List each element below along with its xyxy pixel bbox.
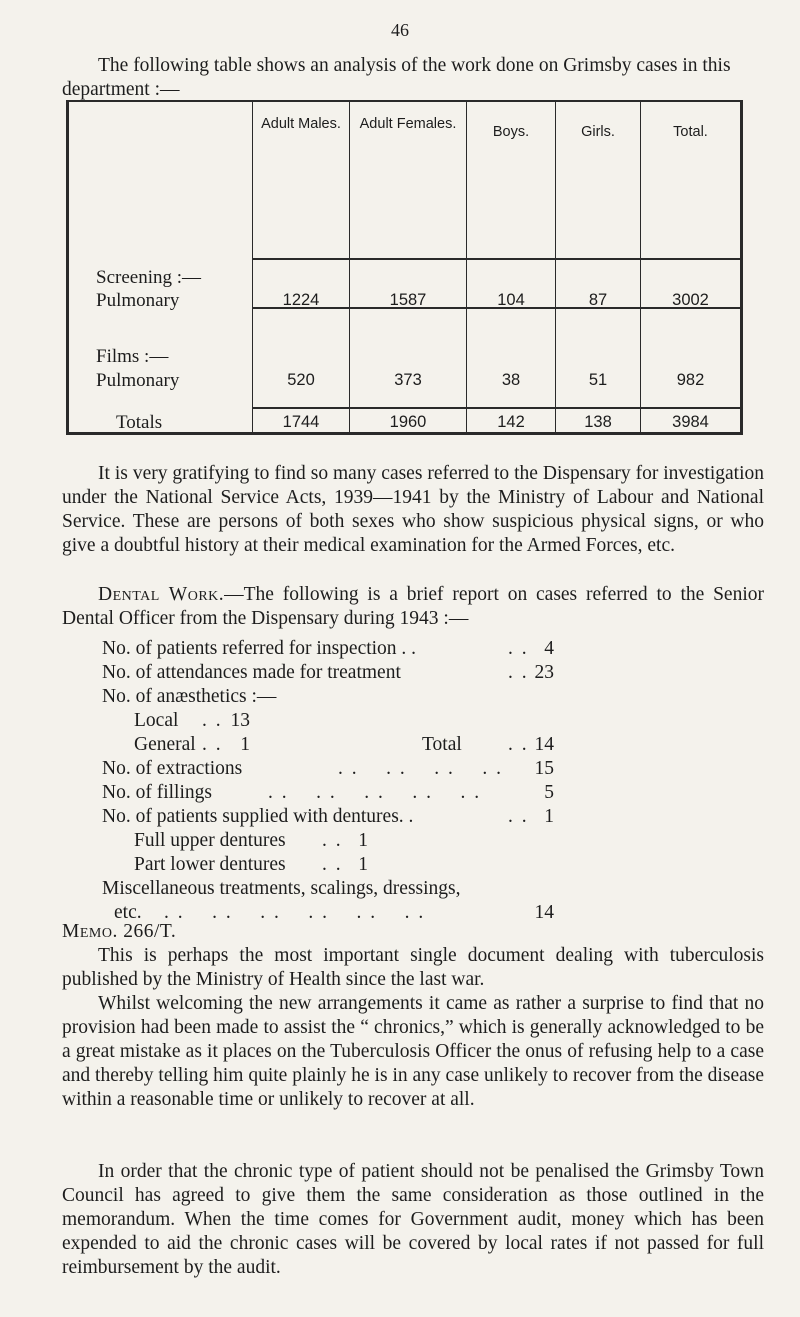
memo-paragraph-2: Whilst welcoming the new arrangements it came as rather a surprise to find that no provision had been made to assist the “ chronics,” which is generally acknowledged to be a great mistake as it places on the Tuberculosis Officer the onus of refusing help to a case and thereby telling him quite plainly he is in any case unlikely to recover from the disease within a reasonable time or unlikely to recover at all. — [62, 993, 764, 1110]
value-dentures: 1 — [544, 806, 554, 827]
dental-work-paragraph — [62, 583, 764, 631]
intro-paragraph: The following table shows an analysis of the work done on Grimsby cases in this department :— — [62, 55, 731, 100]
dental-intro: —The following is a brief report on cases referred to the Senior Dental Officer from the Dispensary during 1943 :— — [62, 584, 764, 629]
cell-films-males: 520 — [287, 371, 315, 389]
cell-totals-boys: 142 — [497, 413, 525, 431]
value-total: 14 — [534, 734, 554, 755]
cell-totals-females: 1960 — [389, 413, 427, 431]
col-adult-females: Adult Females. — [359, 116, 457, 132]
dots: . . . . . . . . . . — [268, 782, 482, 803]
screening-table — [66, 100, 743, 434]
value-misc: 14 — [534, 902, 554, 923]
dots: . . — [322, 830, 343, 851]
cell-films-females: 373 — [394, 371, 422, 389]
dental-heading: Dental Work. — [98, 584, 225, 605]
cell-screening-total: 3002 — [672, 291, 709, 309]
dots: . . — [508, 638, 529, 659]
row-sublabel-screening: Pulmonary — [96, 290, 180, 311]
row-label-films: Films :— — [96, 346, 169, 367]
cell-totals-total: 3984 — [672, 413, 709, 431]
list-item-anaesthetics: No. of anæsthetics :— — [102, 686, 277, 707]
cell-totals-males: 1744 — [282, 413, 320, 431]
col-girls: Girls. — [581, 124, 615, 140]
value-general: 1 — [240, 734, 250, 755]
dots: . . . . . . . . — [338, 758, 503, 779]
dots: . . — [508, 662, 529, 683]
list-item-part-lower: Part lower dentures — [134, 854, 286, 875]
cell-screening-males: 1224 — [282, 291, 320, 309]
value-extractions: 15 — [534, 758, 554, 779]
list-item-general: General — [134, 734, 196, 755]
value-full-upper: 1 — [358, 830, 368, 851]
list-item-misc: Miscellaneous treatments, scalings, dressings, — [102, 878, 461, 899]
list-item-dentures: No. of patients supplied with dentures. . — [102, 806, 414, 827]
cell-totals-girls: 138 — [584, 413, 612, 431]
dots: . . — [508, 734, 529, 755]
cell-screening-females: 1587 — [389, 291, 427, 309]
memo-heading: Memo. 266/T. — [62, 921, 177, 942]
list-item-attendances: No. of attendances made for treatment — [102, 662, 401, 683]
row-label-totals: Totals — [116, 412, 163, 433]
cell-screening-girls: 87 — [588, 291, 608, 309]
list-item-fillings: No. of fillings — [102, 782, 212, 803]
page-number: 46 — [391, 20, 409, 40]
cell-screening-boys: 104 — [497, 291, 525, 309]
cell-films-boys: 38 — [501, 371, 521, 389]
row-sublabel-films: Pulmonary — [96, 370, 180, 391]
list-item-local: Local — [134, 710, 179, 731]
value-fillings: 5 — [544, 782, 554, 803]
memo-paragraph-1: This is perhaps the most important single document dealing with tuberculosis published by the Ministry of Health since the last war. — [62, 945, 764, 990]
col-adult-males: Adult Males. — [261, 116, 341, 132]
list-item-extractions: No. of extractions — [102, 758, 243, 779]
list-item-etc: etc. — [114, 902, 142, 923]
list-item-referred: No. of patients referred for inspection . . — [102, 638, 417, 659]
value-part-lower: 1 — [358, 854, 368, 875]
list-item-total: Total — [422, 734, 462, 755]
value-local: 13 — [230, 710, 250, 731]
dots: . . — [508, 806, 529, 827]
dots: . . — [202, 710, 223, 731]
national-service-paragraph: It is very gratifying to find so many cases referred to the Dispensary for investigation under the National Service Acts, 1939—1941 by the Ministry of Labour and National Service. These are persons of both sexes who show suspicious physical signs, or who give a doubtful history at their medical examination for the Armed Forces, etc. — [62, 463, 764, 556]
list-item-full-upper: Full upper dentures — [134, 830, 286, 851]
row-label-screening: Screening :— — [96, 267, 202, 288]
col-boys: Boys. — [492, 124, 530, 140]
memo-paragraph-3: In order that the chronic type of patient should not be penalised the Grimsby Town Council has agreed to give them the same consideration as those outlined in the memorandum. When the time comes for Government audit, money which has been expended to aid the chronic cases will be covered by local rates if not passed for full reimbursement by the audit. — [62, 1161, 764, 1278]
dots: . . . . . . . . . . . . — [164, 902, 426, 923]
dots: . . — [322, 854, 343, 875]
dots: . . — [202, 734, 223, 755]
value-referred: 4 — [544, 638, 554, 659]
cell-films-girls: 51 — [588, 371, 608, 389]
cell-films-total: 982 — [676, 371, 705, 389]
col-total: Total. — [673, 124, 708, 140]
value-attendances: 23 — [534, 662, 554, 683]
